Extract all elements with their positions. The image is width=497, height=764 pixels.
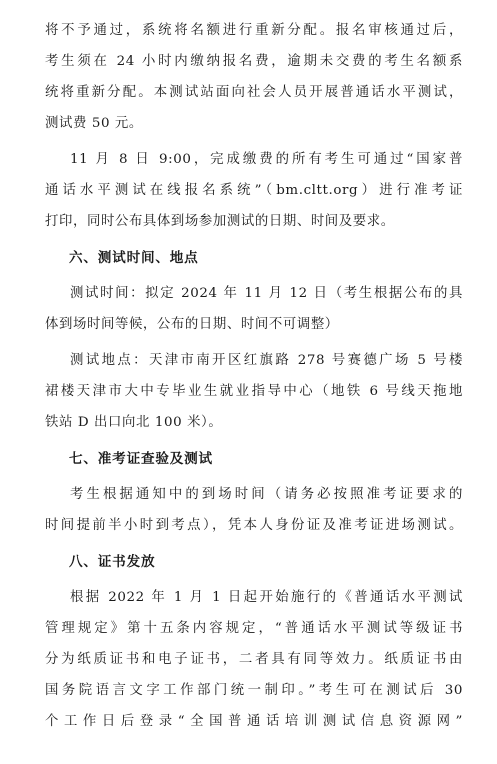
paragraph-line: 11 月 8 日 9:00，完成缴费的所有考生可通过“国家普 — [70, 152, 463, 167]
paragraph-line: 裙楼天津市大中专毕业生就业指导中心（地铁 6 号线天拖地 — [45, 384, 463, 399]
paragraph-line: 将不予通过，系统将名额进行重新分配。报名审核通过后， — [45, 23, 463, 38]
paragraph-line: 管理规定》第十五条内容规定，“普通话水平测试等级证书 — [45, 621, 463, 636]
paragraph-line: 时间提前半小时到考点），凭本人身份证及准考证进场测试。 — [45, 518, 463, 533]
paragraph-line: 根据 2022 年 1 月 1 日起开始施行的《普通话水平测试 — [70, 590, 463, 605]
paragraph-line: 分为纸质证书和电子证书，二者具有同等效力。纸质证书由 — [45, 652, 463, 667]
paragraph-line: 考生须在 24 小时内缴纳报名费，逾期未交费的考生名额系 — [45, 54, 463, 69]
paragraph-line: 通话水平测试在线报名系统”（bm.cltt.org）进行准考证 — [45, 183, 463, 198]
section-heading-8: 八、证书发放 — [69, 554, 156, 570]
paragraph-line: 铁站 D 出口向北 100 米）。 — [45, 415, 223, 430]
paragraph-line: 体到场时间等候，公布的日期、时间不可调整） — [45, 317, 339, 332]
paragraph-line: 测试时间：拟定 2024 年 11 月 12 日（考生根据公布的具 — [70, 286, 463, 301]
section-heading-7: 七、准考证查验及测试 — [69, 451, 213, 467]
paragraph-line: 测试地点：天津市南开区红旗路 278 号赛德广场 5 号楼 — [70, 353, 463, 368]
paragraph-line: 统将重新分配。本测试站面向社会人员开展普通话水平测试， — [45, 85, 463, 100]
paragraph-line: 考生根据通知中的到场时间（请务必按照准考证要求的 — [70, 487, 463, 502]
paragraph-line: 个工作日后登录“全国普通话培训测试信息资源网” — [45, 714, 463, 729]
paragraph-line: 打印，同时公布具体到场参加测试的日期、时间及要求。 — [45, 214, 395, 229]
paragraph-line: 国务院语言文字工作部门统一制印。”考生可在测试后 30 — [45, 683, 463, 698]
paragraph-line: 测试费 50 元。 — [45, 116, 143, 131]
section-heading-6: 六、测试时间、地点 — [69, 250, 199, 266]
